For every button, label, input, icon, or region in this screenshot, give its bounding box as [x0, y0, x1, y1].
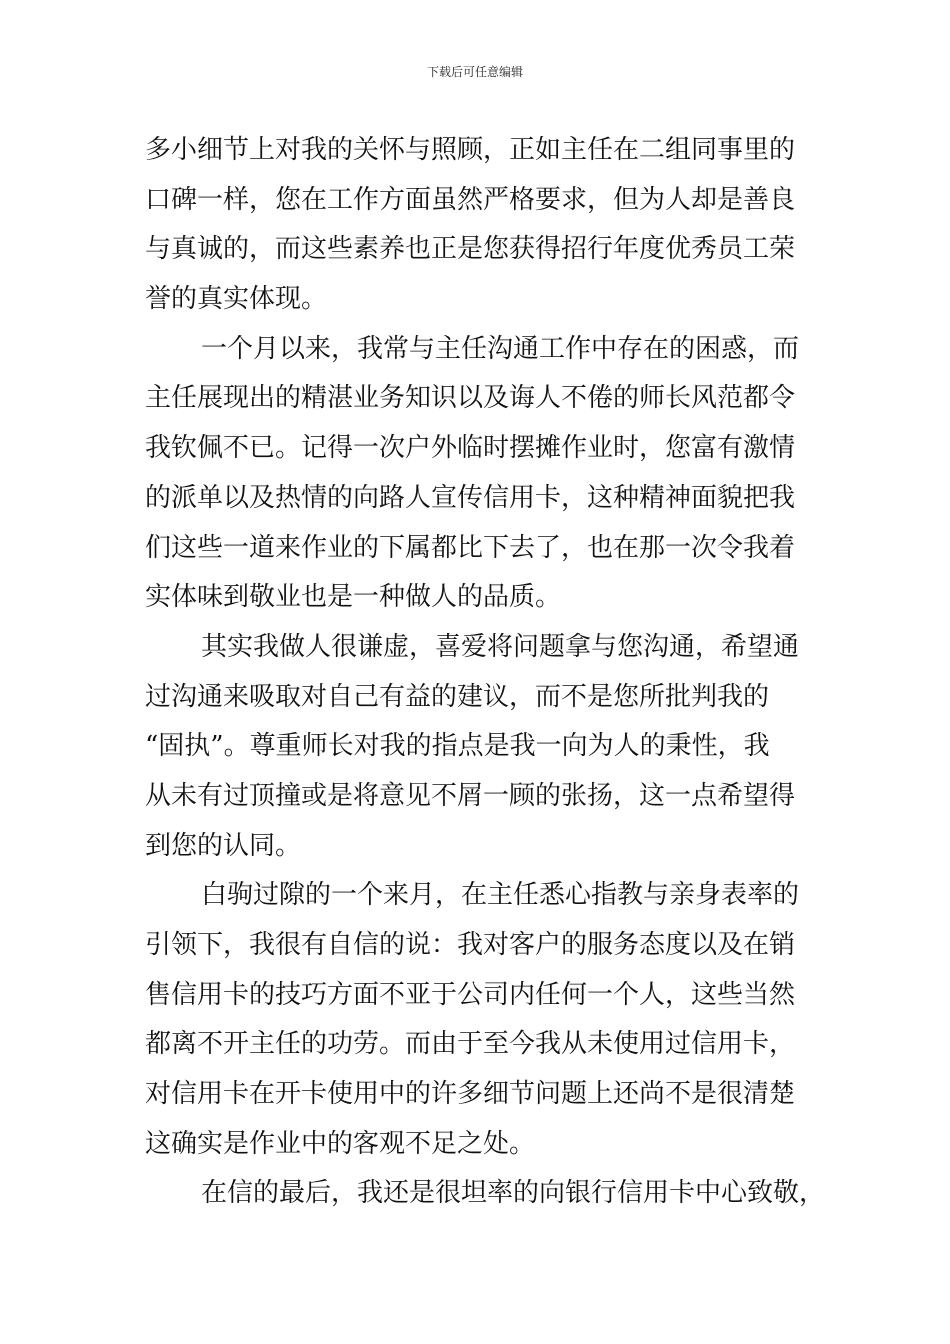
paragraph-first-line: 其实我做人很谦虚，喜爱将问题拿与您沟通，希望通: [201, 631, 800, 662]
text-line: 这确实是作业中的客观不足之处。: [145, 1128, 536, 1159]
text-line: 与真诚的，而这些素养也正是您获得招行年度优秀员工荣: [145, 234, 796, 265]
text-line: “固执”。尊重师长对我的指点是我一向为人的秉性，我: [145, 731, 770, 762]
text-line: 售信用卡的技巧方面不亚于公司内任何一个人，这些当然: [145, 979, 796, 1010]
text-line: 主任展现出的精湛业务知识以及诲人不倦的师长风范都令: [145, 383, 796, 414]
text-line: 从未有过顶撞或是将意见不屑一顾的张扬，这一点希望得: [145, 780, 796, 811]
text-line: 们这些一道来作业的下属都比下去了，也在那一次令我着: [145, 532, 796, 563]
text-line: 口碑一样，您在工作方面虽然严格要求，但为人却是善良: [145, 184, 796, 215]
text-line: 都离不开主任的功劳。而由于至今我从未使用过信用卡，: [145, 1029, 796, 1060]
paragraph-first-line: 一个月以来，我常与主任沟通工作中存在的困惑，而: [201, 333, 800, 364]
paragraph-first-line: 白驹过隙的一个来月，在主任悉心指教与亲身表率的: [201, 880, 800, 911]
text-line: 实体味到敬业也是一种做人的品质。: [145, 582, 562, 613]
text-line: 引领下，我很有自信的说：我对客户的服务态度以及在销: [145, 930, 796, 960]
text-line: 的派单以及热情的向路人宣传信用卡，这种精神面貌把我: [145, 482, 796, 513]
document-body: [145, 126, 826, 1219]
text-line: 到您的认同。: [145, 830, 302, 861]
text-line: 多小细节上对我的关怀与照顾，正如主任在二组同事里的: [145, 135, 796, 165]
text-line: 我钦佩不已。记得一次户外临时摆摊作业时，您富有激情: [145, 433, 796, 464]
page-header: 下载后可任意编辑: [426, 65, 523, 79]
paragraph-first-line: 在信的最后，我还是很坦率的向银行信用卡中心致敬，: [201, 1178, 826, 1209]
text-line: 誉的真实体现。: [145, 284, 328, 315]
text-line: 过沟通来吸取对自己有益的建议，而不是您所批判我的: [145, 681, 770, 712]
text-line: 对信用卡在开卡使用中的许多细节问题上还尚不是很清楚: [145, 1079, 796, 1110]
